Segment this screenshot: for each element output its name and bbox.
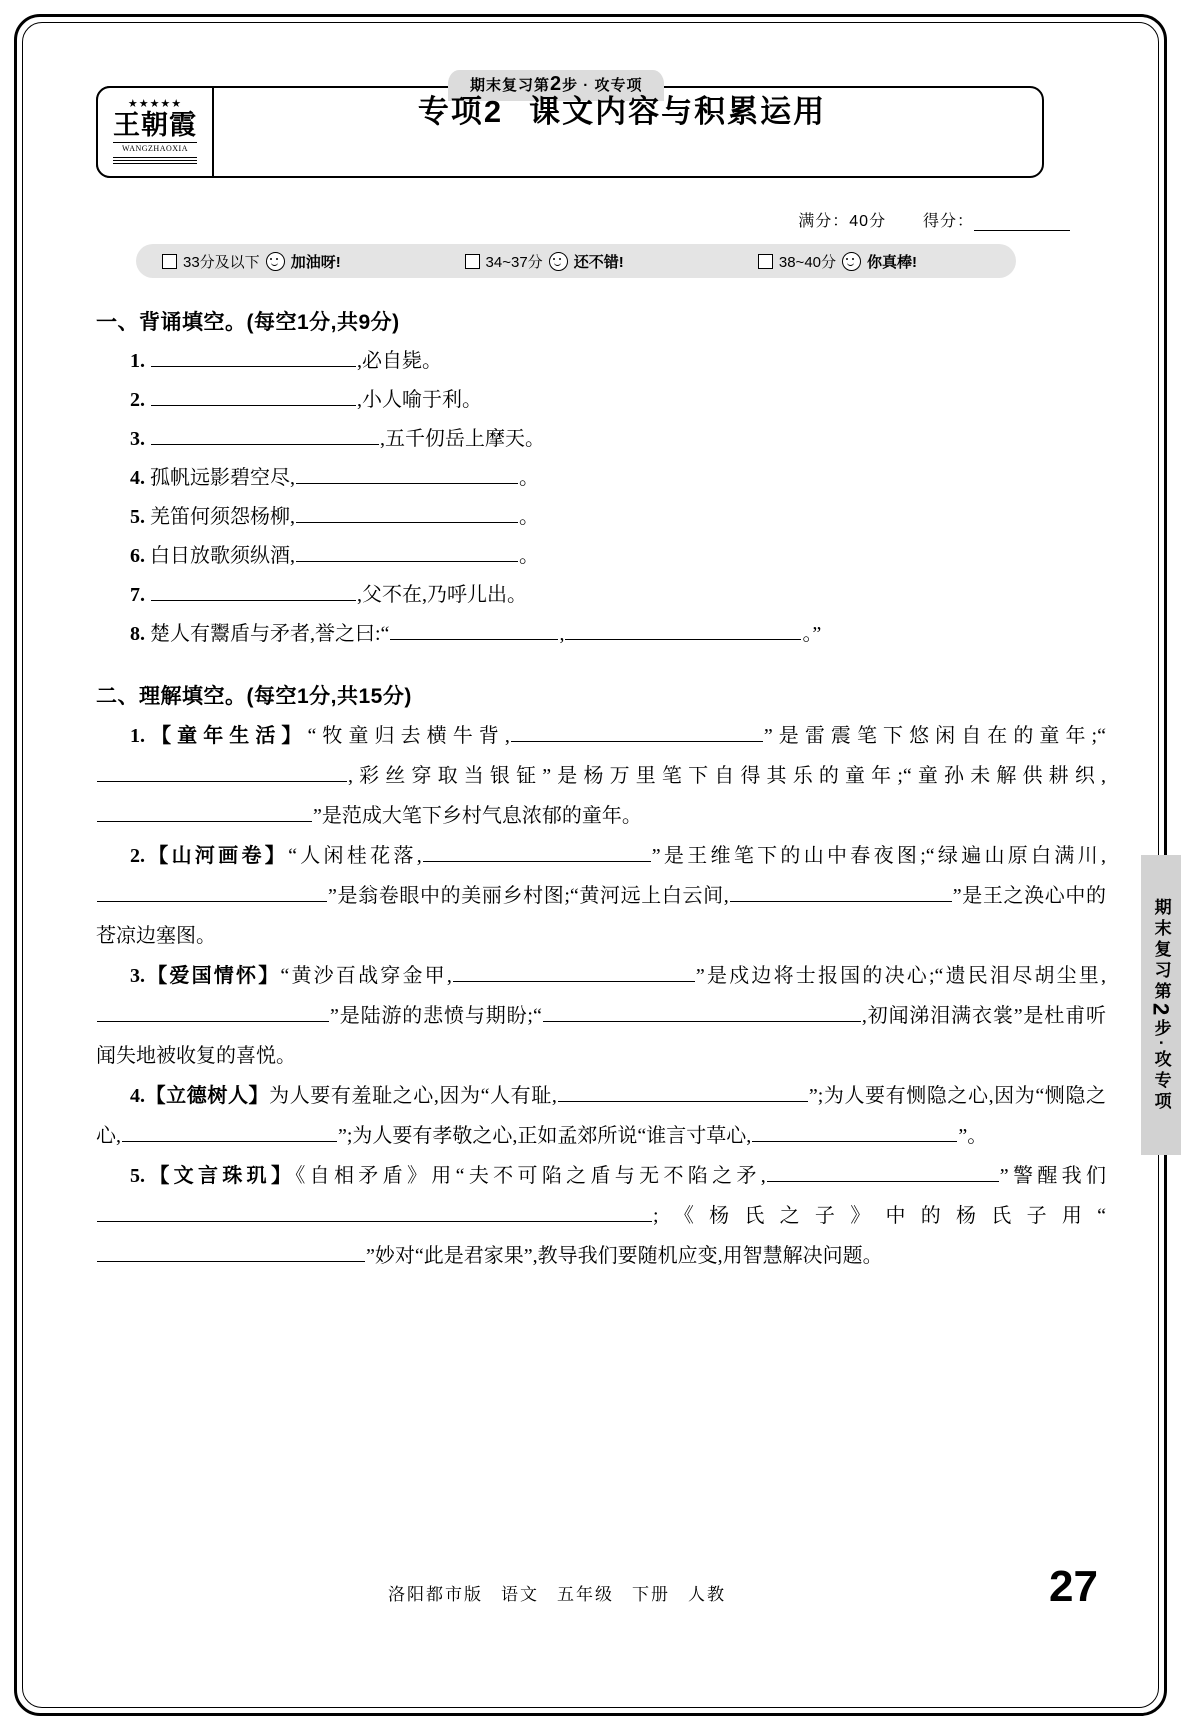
item-number: 1.: [130, 350, 145, 372]
item-tag: 【立德树人】: [145, 1085, 270, 1107]
footer-meta: [388, 1580, 726, 1605]
got-score-label: 得分：: [922, 213, 974, 230]
item-text: 。: [519, 545, 539, 567]
rating-range-2: 34~37分: [485, 253, 543, 271]
page-title: [238, 62, 1006, 154]
answer-blank[interactable]: [151, 386, 356, 406]
answer-blank[interactable]: [97, 762, 347, 782]
answer-blank[interactable]: [296, 542, 518, 562]
answer-blank[interactable]: [151, 581, 356, 601]
item-number: 1.: [130, 725, 145, 747]
page-title-number: 专项2: [417, 93, 504, 129]
full-score-label: 满分：40分: [798, 213, 887, 230]
side-tab-line2: 步·攻专项: [1151, 1018, 1171, 1113]
footer-press: 人教: [688, 1585, 726, 1604]
answer-blank[interactable]: [151, 347, 356, 367]
checkbox-icon[interactable]: [162, 254, 177, 269]
item-text: 。”: [802, 623, 822, 645]
score-blank[interactable]: [974, 215, 1070, 231]
item-text: ,父不在,乃呼儿出。: [357, 584, 527, 606]
item-text: ,必自毙。: [357, 350, 442, 372]
question-1-4: [130, 459, 1098, 498]
item-number: 3.: [130, 965, 145, 987]
answer-blank[interactable]: [565, 620, 801, 640]
item-text-d: ”妙对“此是君家果”,教导我们要随机应变,用智慧解决问题。: [366, 1245, 883, 1267]
section-2-title: 二、理解填空。(每空1分,共15分): [96, 685, 412, 708]
rating-range-3: 38~40分: [778, 253, 837, 271]
answer-blank[interactable]: [296, 503, 518, 523]
question-1-7: [130, 576, 1098, 615]
item-number: 2.: [130, 845, 145, 867]
answer-blank[interactable]: [390, 620, 558, 640]
answer-blank[interactable]: [558, 1082, 808, 1102]
item-text-mid: ,: [559, 623, 565, 645]
answer-blank[interactable]: [730, 882, 952, 902]
item-text-d: ”是王之涣心中的苍凉边塞图。: [96, 885, 1106, 947]
item-text-d: ,初闻涕泪满衣裳”是杜甫听闻失地被收复的喜悦。: [96, 1005, 1106, 1067]
question-2-3: [96, 956, 1106, 1076]
question-1-6: [130, 537, 1098, 576]
crown-icon: ★★★★★: [127, 97, 183, 110]
item-text-pre: 羌笛何须怨杨柳,: [150, 506, 295, 528]
smiley-icon: [549, 252, 568, 271]
item-text-b: ”警醒我们: [999, 1165, 1106, 1187]
item-text-a: “牧童归去横牛背,: [307, 725, 510, 747]
page-footer: [58, 1562, 1118, 1618]
item-text-a: 为人要有羞耻之心,因为“人有耻,: [269, 1085, 557, 1107]
item-text-a: “人闲桂花落,: [288, 845, 422, 867]
logo-name: 王朝霞: [113, 109, 197, 140]
exercise-body: [58, 306, 1118, 1276]
item-text-c: ,彩丝穿取当银钲”是杨万里笔下自得其乐的童年;“童孙未解供耕织,: [348, 765, 1106, 787]
ribbon-step-number: 2: [550, 73, 563, 95]
footer-edition: 洛阳都市版: [388, 1585, 483, 1604]
rating-option-1[interactable]: [136, 251, 439, 272]
answer-blank[interactable]: [151, 425, 379, 445]
item-number: 7.: [130, 584, 145, 606]
rating-label-1: 加油呀!: [290, 253, 341, 271]
answer-blank[interactable]: [752, 1122, 957, 1142]
question-1-5: [130, 498, 1098, 537]
item-text-b: ”是戍边将士报国的决心;“遗民泪尽胡尘里,: [695, 965, 1106, 987]
answer-blank[interactable]: [423, 842, 651, 862]
logo-subtitle: WANGZHAOXIA: [113, 142, 197, 153]
question-1-8: [130, 615, 1098, 654]
publisher-logo: [96, 86, 214, 178]
checkbox-icon[interactable]: [758, 254, 773, 269]
rating-label-3: 你真棒!: [867, 253, 918, 271]
question-2-1: [96, 716, 1106, 836]
self-rating-bar: [136, 244, 1016, 278]
item-number: 3.: [130, 428, 145, 450]
side-tab: [1141, 855, 1181, 1155]
item-text-a: “黄沙百战穿金甲,: [280, 965, 452, 987]
item-tag: 【山河画卷】: [145, 845, 289, 867]
item-text-d: ”。: [958, 1125, 988, 1147]
item-text-pre: 白日放歌须纵酒,: [150, 545, 295, 567]
item-text-a: 《自相矛盾》用“夫不可陷之盾与无不陷之矛,: [295, 1165, 766, 1187]
smiley-icon: [842, 252, 861, 271]
footer-volume: 下册: [632, 1585, 670, 1604]
rating-option-2[interactable]: [439, 251, 732, 272]
item-text-c: ”是陆游的悲愤与期盼;“: [330, 1005, 542, 1027]
item-text-b: ”;为人要有恻隐之心,因为“恻隐之心,: [96, 1085, 1106, 1147]
page-title-text: 课文内容与积累运用: [529, 93, 827, 129]
footer-grade: 五年级: [557, 1585, 614, 1604]
ribbon-suffix: 步 · 攻专项: [562, 77, 643, 94]
answer-blank[interactable]: [767, 1162, 999, 1182]
rating-range-1: 33分及以下: [183, 253, 260, 271]
item-text-pre: 孤帆远影碧空尽,: [150, 467, 295, 489]
question-2-4: [96, 1076, 1106, 1156]
worksheet-page: [58, 62, 1118, 1662]
answer-blank[interactable]: [543, 1002, 861, 1022]
answer-blank[interactable]: [296, 464, 518, 484]
footer-subject: 语文: [501, 1585, 539, 1604]
answer-blank[interactable]: [97, 1002, 329, 1022]
answer-blank[interactable]: [97, 882, 327, 902]
item-number: 4.: [130, 467, 145, 489]
item-text-c: ;《杨氏之子》中的杨氏子用“: [653, 1205, 1106, 1227]
item-number: 6.: [130, 545, 145, 567]
item-tag: 【爱国情怀】: [145, 965, 281, 987]
item-number: 8.: [130, 623, 145, 645]
item-number: 5.: [130, 506, 145, 528]
item-text-pre: 楚人有鬻盾与矛者,誉之曰:“: [150, 623, 390, 645]
checkbox-icon[interactable]: [465, 254, 480, 269]
side-tab-label: [1148, 898, 1173, 1113]
page-header: [58, 62, 1118, 182]
item-text-b: ”是雷震笔下悠闲自在的童年;“: [763, 725, 1106, 747]
answer-blank[interactable]: [122, 1122, 337, 1142]
item-text-b: ”是王维笔下的山中春夜图;“绿遍山原白满川,: [651, 845, 1106, 867]
section-1-title: 一、背诵填空。(每空1分,共9分): [96, 311, 400, 334]
item-text: ,五千仞岳上摩天。: [380, 428, 545, 450]
item-text-d: ”是范成大笔下乡村气息浓郁的童年。: [313, 805, 642, 827]
item-text: 。: [519, 467, 539, 489]
rating-label-2: 还不错!: [573, 253, 624, 271]
smiley-icon: [266, 252, 285, 271]
question-1-2: [130, 381, 1098, 420]
item-text: ,小人喻于利。: [357, 389, 482, 411]
side-tab-step: 2: [1148, 1002, 1174, 1019]
answer-blank[interactable]: [511, 722, 763, 742]
logo-wave-decoration: [113, 157, 197, 166]
answer-blank[interactable]: [97, 1242, 365, 1262]
answer-blank[interactable]: [97, 802, 312, 822]
item-number: 2.: [130, 389, 145, 411]
side-tab-line1: 期末复习第: [1151, 897, 1171, 1003]
item-number: 4.: [130, 1085, 145, 1107]
ribbon-prefix: 期末复习第: [470, 77, 551, 94]
item-tag: 【文言珠玑】: [145, 1165, 296, 1187]
item-number: 5.: [130, 1165, 145, 1187]
score-line: [798, 208, 1070, 231]
question-1-3: [130, 420, 1098, 459]
question-2-5: [96, 1156, 1106, 1276]
answer-blank[interactable]: [97, 1202, 652, 1222]
rating-option-3[interactable]: [732, 251, 1016, 272]
item-text: 。: [519, 506, 539, 528]
page-number: 27: [1049, 1562, 1098, 1611]
question-1-1: [130, 342, 1098, 381]
question-2-2: [96, 836, 1106, 956]
item-text-c: ”;为人要有孝敬之心,正如孟郊所说“谁言寸草心,: [338, 1125, 752, 1147]
item-tag: 【童年生活】: [145, 725, 308, 747]
item-text-c: ”是翁卷眼中的美丽乡村图;“黄河远上白云间,: [328, 885, 729, 907]
answer-blank[interactable]: [453, 962, 695, 982]
